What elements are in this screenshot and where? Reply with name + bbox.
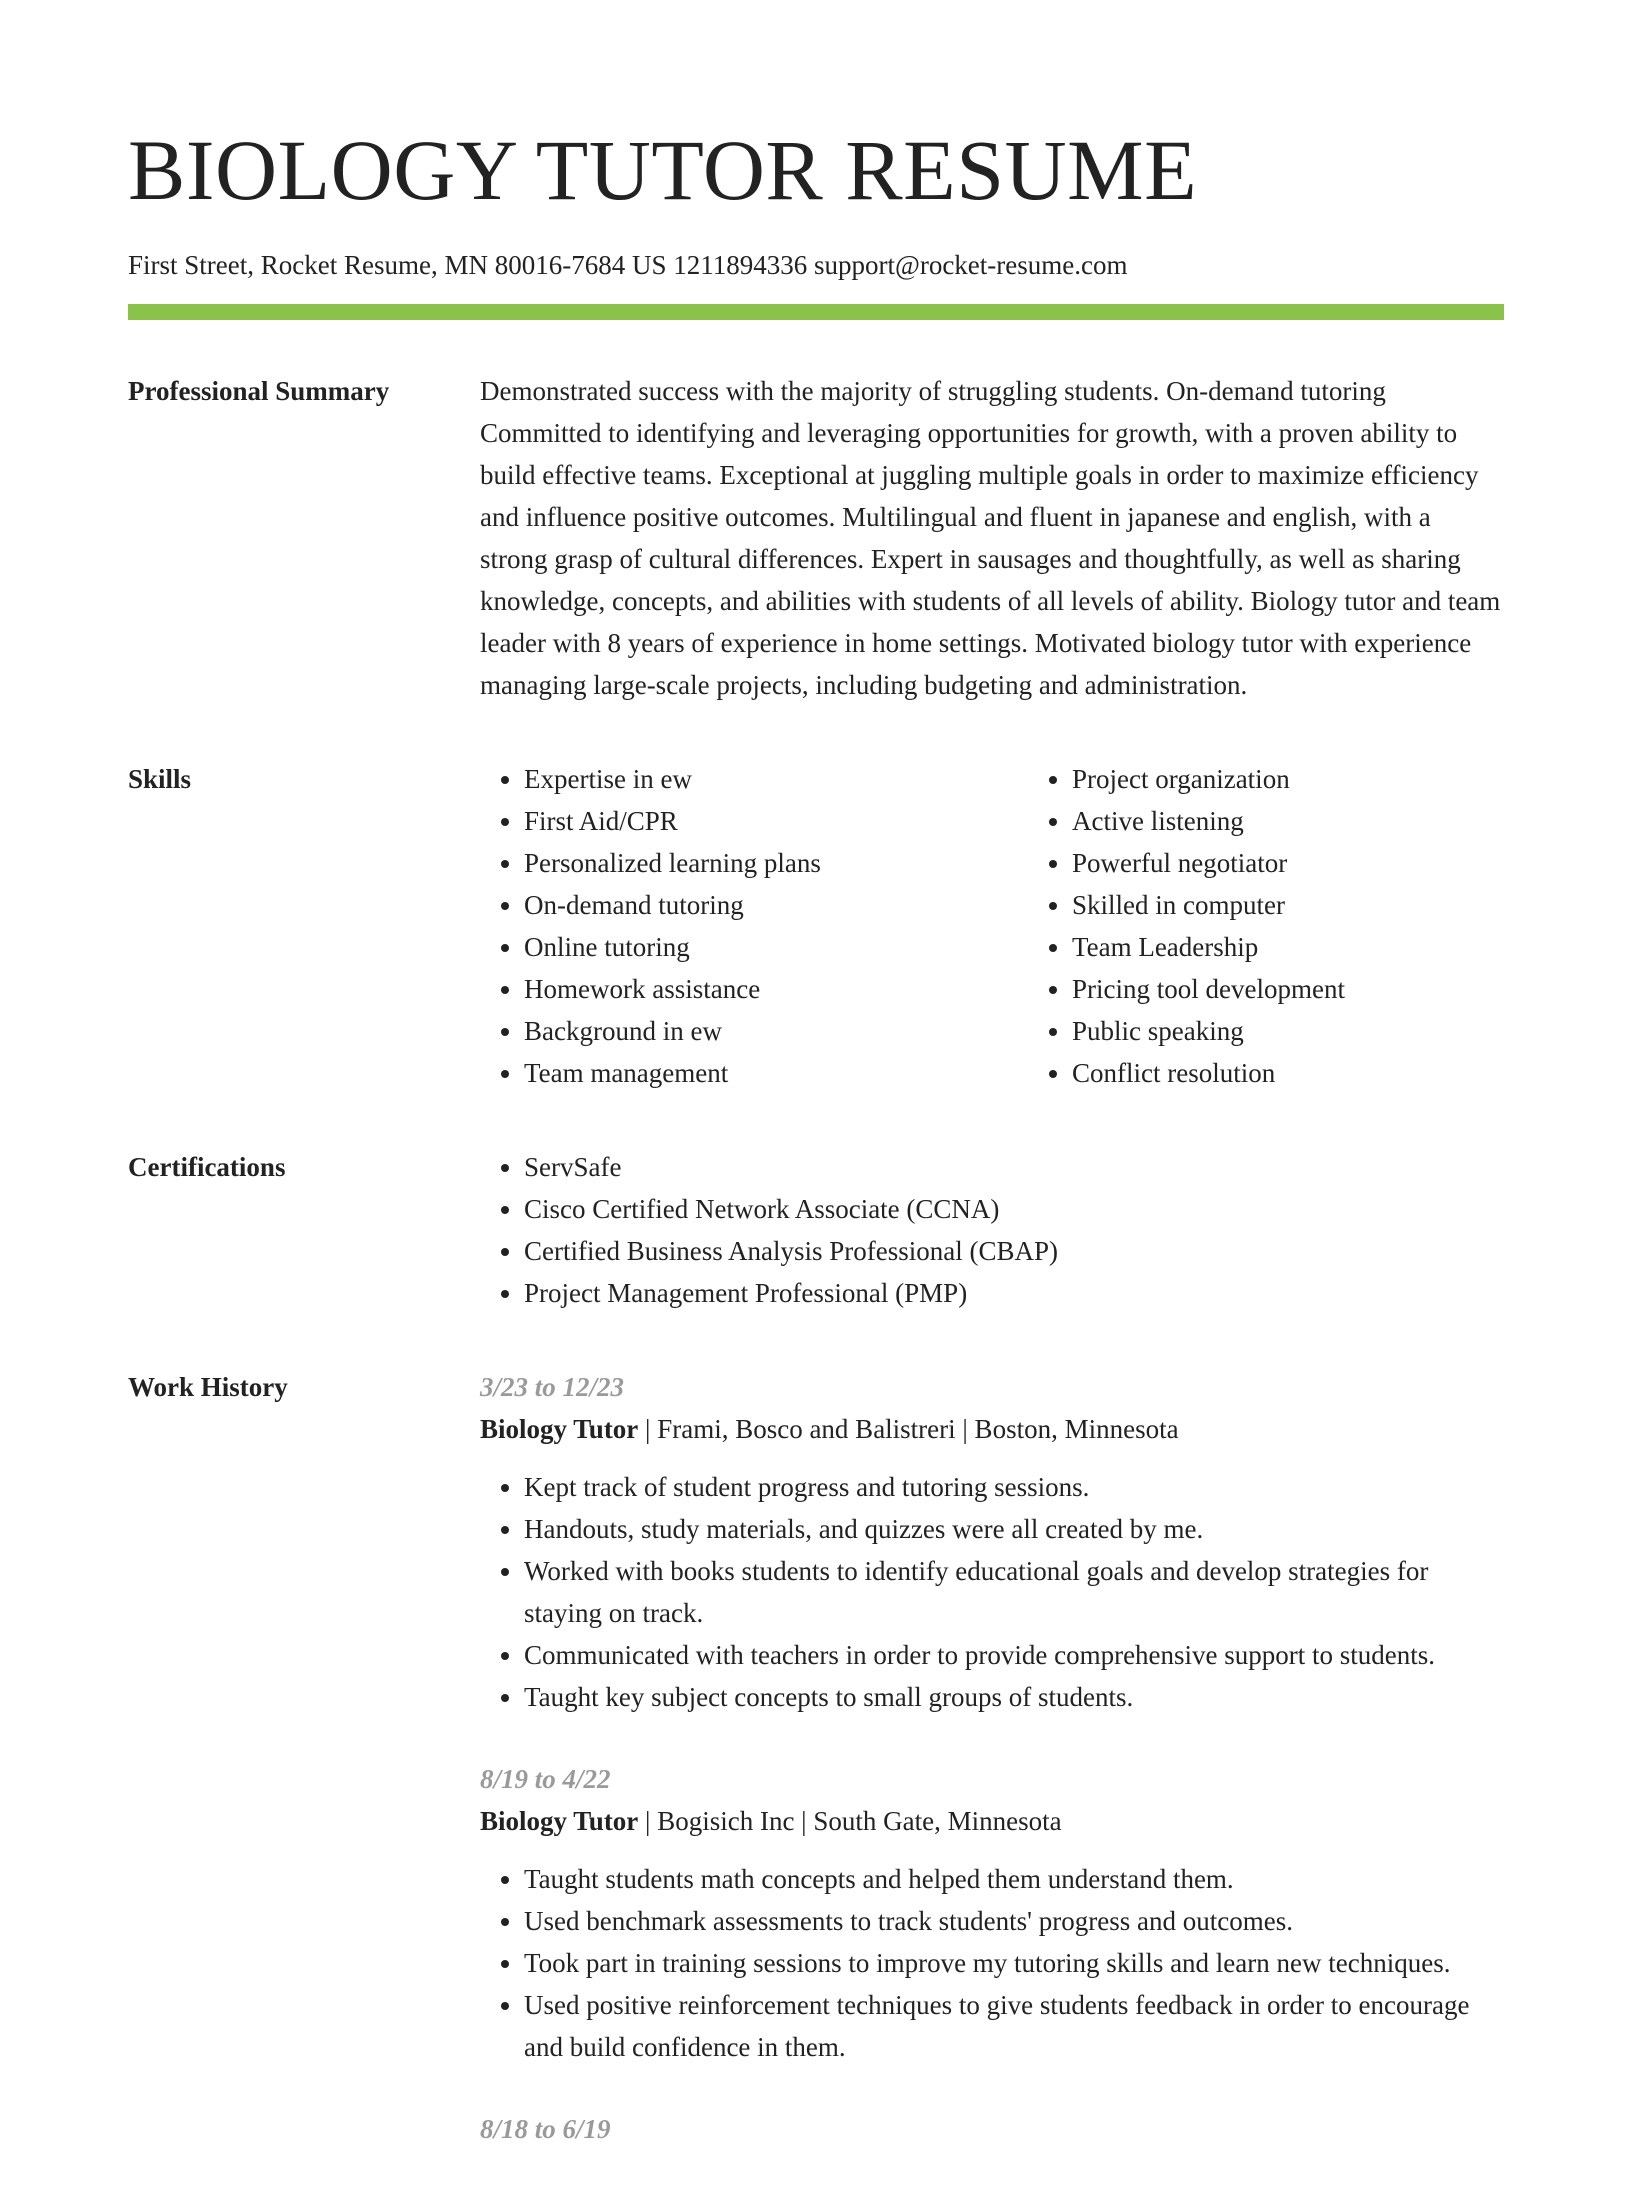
- job-heading: [480, 1800, 1504, 1842]
- job-bullets: [480, 1858, 1504, 2068]
- certifications-list: [480, 1146, 1504, 1314]
- job-details: | Bogisich Inc | South Gate, Minnesota: [638, 1806, 1062, 1836]
- skill-item: • Powerful negotiator: [1072, 842, 1576, 884]
- skill-item: • Team management: [524, 1052, 1028, 1094]
- job-bullet: • Communicated with teachers in order to provide comprehensive support to students.: [524, 1634, 1504, 1676]
- job-bullet: • Handouts, study materials, and quizzes were all created by me.: [524, 1508, 1504, 1550]
- skill-item: • Background in ew: [524, 1010, 1028, 1052]
- job-title: Biology Tutor: [480, 1414, 639, 1444]
- section-label: Work History: [128, 1372, 288, 1402]
- skill-item: • First Aid/CPR: [524, 800, 1028, 842]
- job-bullet: • Kept track of student progress and tutoring sessions.: [524, 1466, 1504, 1508]
- certification-item: • Certified Business Analysis Professional (CBAP): [524, 1230, 1504, 1272]
- summary-section: [128, 370, 1504, 706]
- job-bullet: • Used benchmark assessments to track students' progress and outcomes.: [524, 1900, 1504, 1942]
- job-heading: [480, 1408, 1504, 1450]
- skills-section: [128, 758, 1504, 1094]
- skills-list-left: [480, 758, 1028, 1094]
- certification-item: • ServSafe: [524, 1146, 1504, 1188]
- skill-item: • Project organization: [1072, 758, 1576, 800]
- job-title: Biology Tutor: [480, 1806, 639, 1836]
- skill-item: • Homework assistance: [524, 968, 1028, 1010]
- skill-item: • Active listening: [1072, 800, 1576, 842]
- skill-item: • Expertise in ew: [524, 758, 1028, 800]
- job-entry: [480, 1366, 1504, 1718]
- work-history-section: [128, 1366, 1504, 2190]
- section-label: Professional Summary: [128, 376, 390, 406]
- section-label: Skills: [128, 764, 192, 794]
- contact-line: First Street, Rocket Resume, MN 80016-7684 US 1211894336 support@rocket-resume.com: [128, 250, 1128, 280]
- section-label: Certifications: [128, 1152, 286, 1182]
- certification-item: • Cisco Certified Network Associate (CCNA): [524, 1188, 1504, 1230]
- skill-item: • Online tutoring: [524, 926, 1028, 968]
- job-entry: [480, 1758, 1504, 2068]
- skill-item: • Team Leadership: [1072, 926, 1576, 968]
- certifications-section: [128, 1146, 1504, 1314]
- skill-item: • Public speaking: [1072, 1010, 1576, 1052]
- job-entry: [480, 2108, 1504, 2150]
- job-date: 8/19 to 4/22: [480, 1764, 611, 1794]
- skill-item: • On-demand tutoring: [524, 884, 1028, 926]
- certification-item: • Project Management Professional (PMP): [524, 1272, 1504, 1314]
- resume-title: BIOLOGY TUTOR RESUME: [128, 122, 1198, 218]
- job-bullet: • Taught key subject concepts to small groups of students.: [524, 1676, 1504, 1718]
- job-date: 3/23 to 12/23: [480, 1372, 625, 1402]
- job-date: 8/18 to 6/19: [480, 2114, 611, 2144]
- resume-page: [128, 0, 1504, 2190]
- skills-list-right: [1028, 758, 1576, 1094]
- skill-item: • Personalized learning plans: [524, 842, 1028, 884]
- skill-item: • Pricing tool development: [1072, 968, 1576, 1010]
- job-bullet: • Used positive reinforcement techniques to give students feedback in order to encourage and build confidence in them.: [524, 1984, 1504, 2068]
- job-details: | Frami, Bosco and Balistreri | Boston, Minnesota: [638, 1414, 1179, 1444]
- job-bullets: [480, 1466, 1504, 1718]
- summary-text: Demonstrated success with the majority of struggling students. On-demand tutoring Committed to identifying and leveraging opportunities for growth, with a proven ability to build effective teams. Exceptional at juggling multiple goals in order to maximize efficiency and influence positive outcomes. Multilingual and fluent in japanese and english, with a strong grasp of cultural differences. Expert in sausages and thoughtfully, as well as sharing knowledge, concepts, and abilities with students of all levels of ability. Biology tutor and team leader with 8 years of experience in home settings. Motivated biology tutor with experience managing large-scale projects, including budgeting and administration.: [480, 376, 1501, 700]
- job-bullet: • Worked with books students to identify educational goals and develop strategies for staying on track.: [524, 1550, 1504, 1634]
- job-bullet: • Took part in training sessions to improve my tutoring skills and learn new techniques.: [524, 1942, 1504, 1984]
- skill-item: • Skilled in computer: [1072, 884, 1576, 926]
- job-bullet: • Taught students math concepts and helped them understand them.: [524, 1858, 1504, 1900]
- skill-item: • Conflict resolution: [1072, 1052, 1576, 1094]
- accent-divider: [128, 304, 1504, 320]
